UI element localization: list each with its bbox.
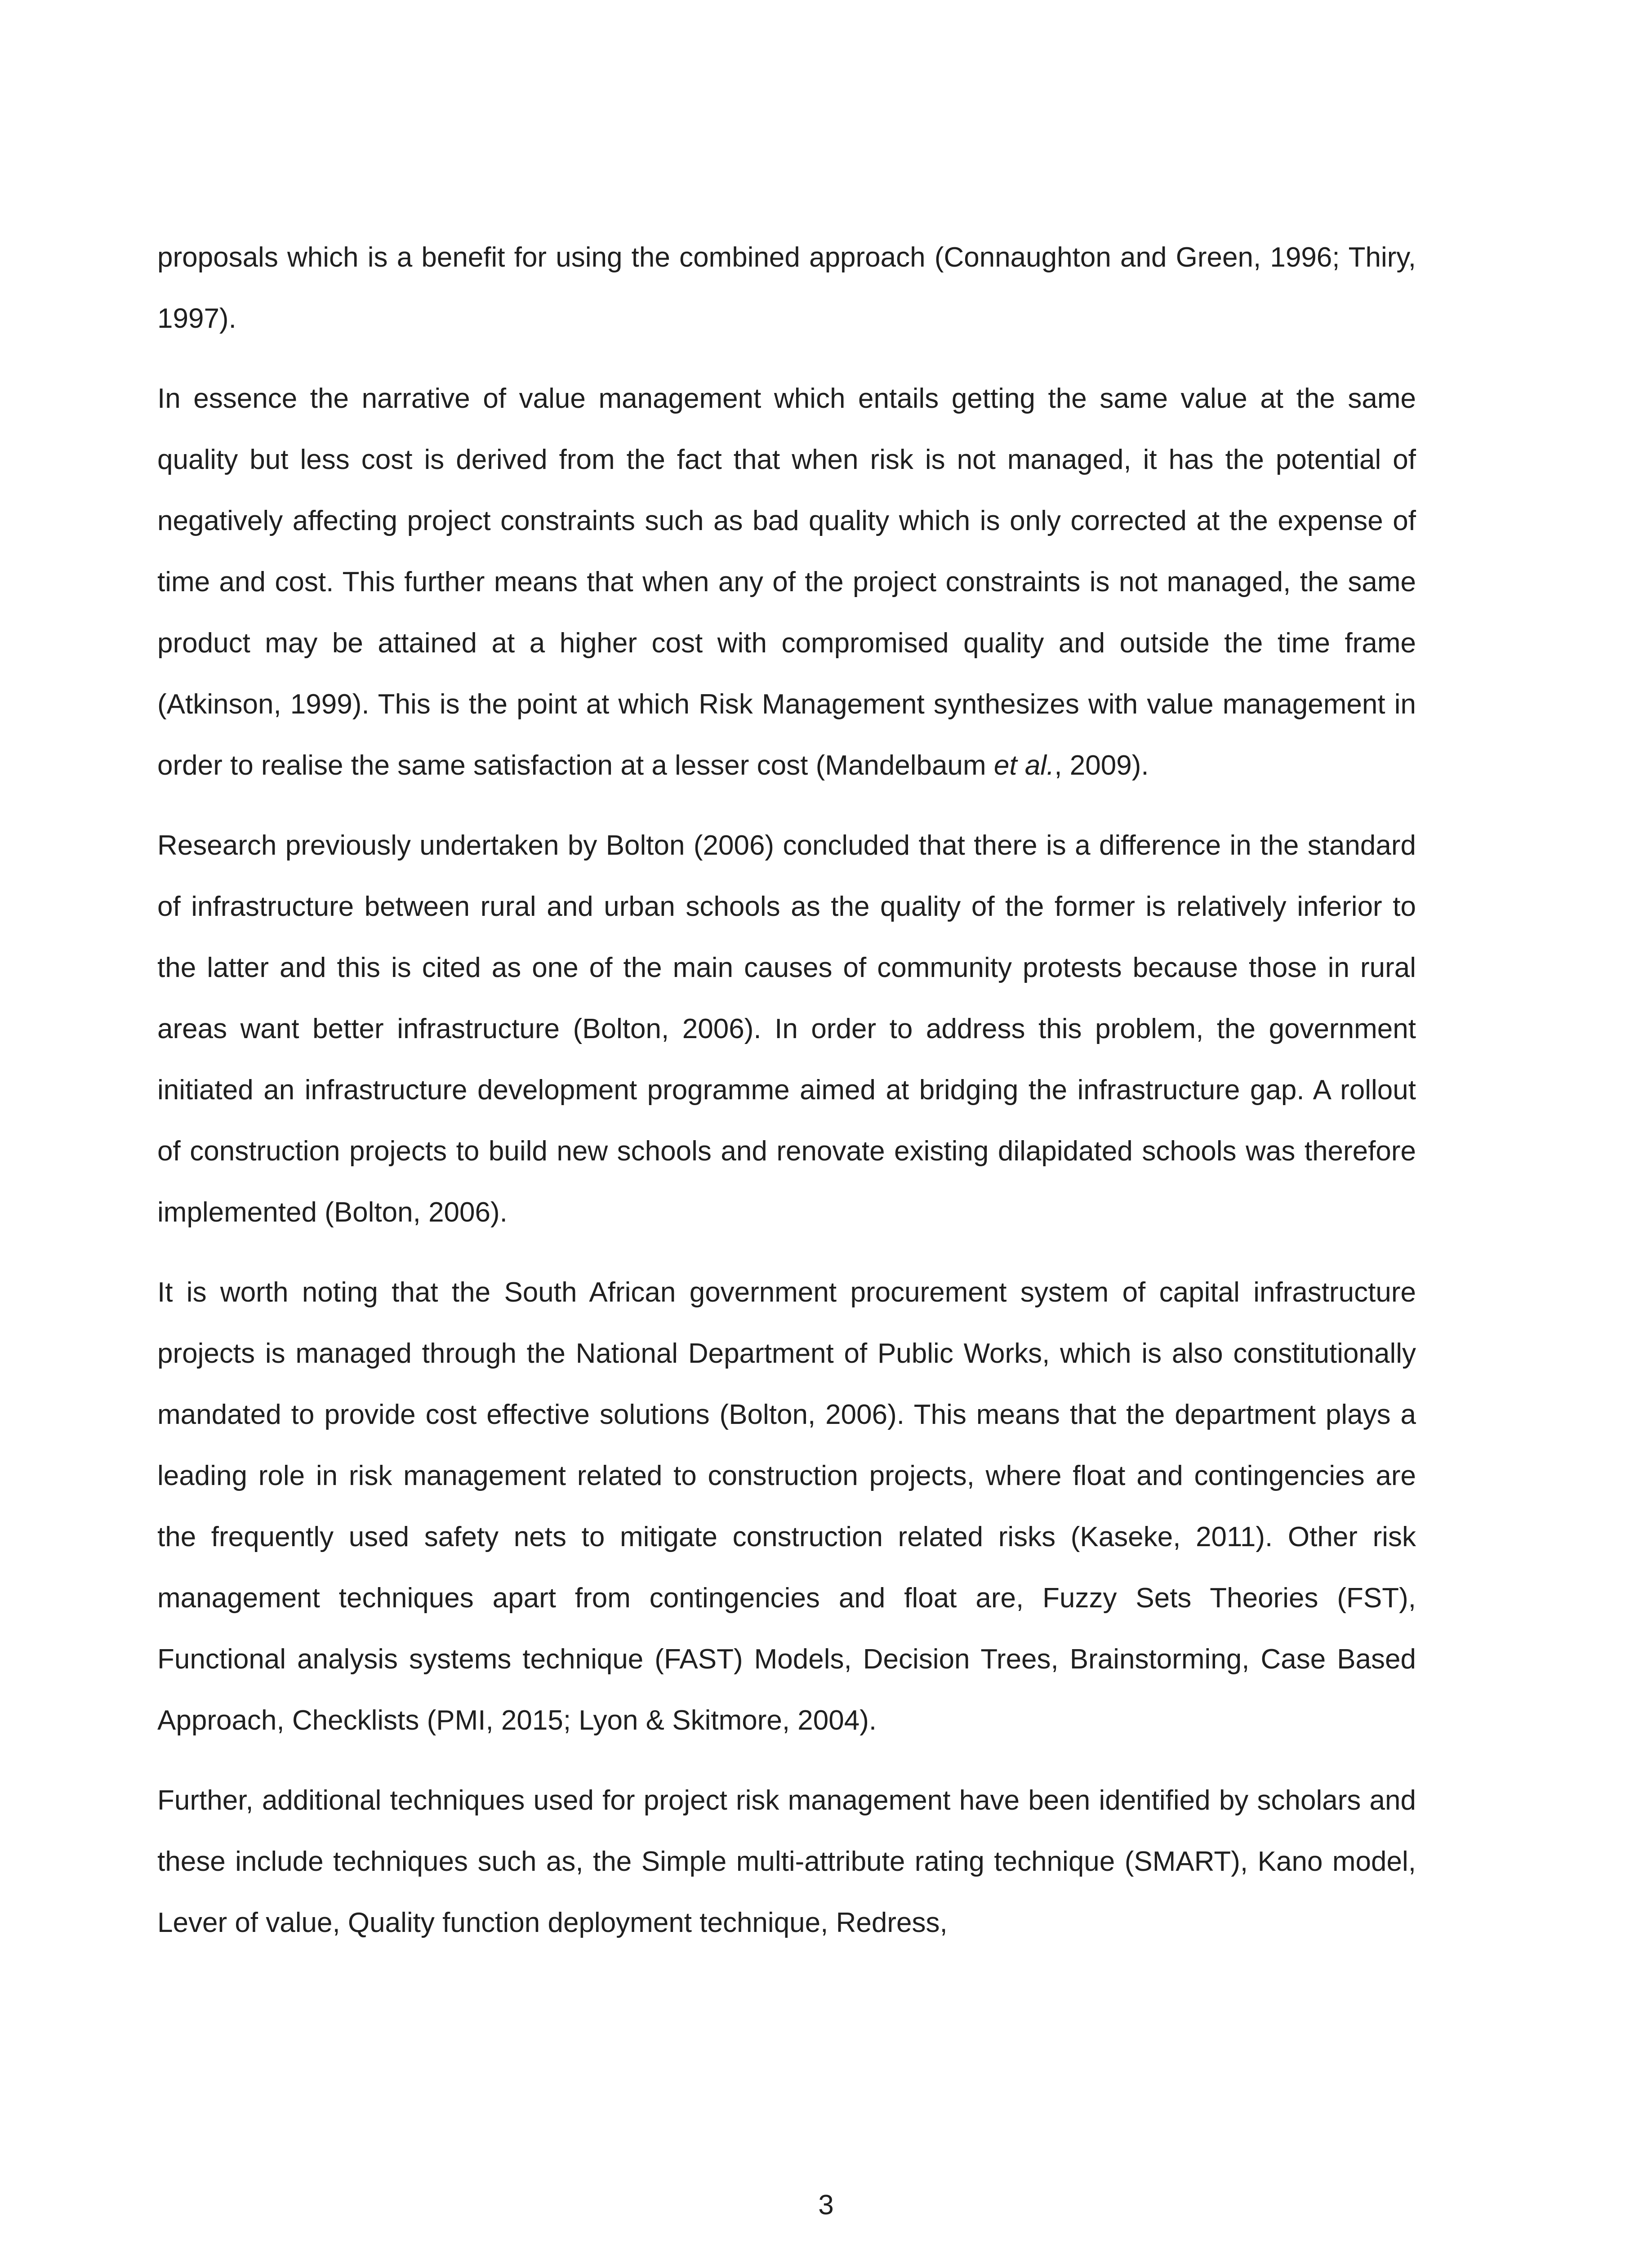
paragraph-3-text: Research previously undertaken by Bolton (2006) concluded that there is a difference in the standard of infrastructure between rural and urban schools as the quality of the former is relatively inferior to the latter and this is cited as one of the main causes of community protests because those in rural areas want better infrastructure (Bolton, 2006). In order to address this problem, the government initiated an infrastructure development programme aimed at bridging the infrastructure gap. A rollout of construction projects to build new schools and renovate existing dilapidated schools was therefore implemented (Bolton, 2006). bbox=[157, 830, 1416, 1228]
paragraph-3 bbox=[157, 815, 1416, 1243]
paragraph-4-text: It is worth noting that the South African government procurement system of capital infrastructure projects is managed through the National Department of Public Works, which is also constitutionally mandated to provide cost effective solutions (Bolton, 2006). This means that the department plays a leading role in risk management related to construction projects, where float and contingencies are the frequently used safety nets to mitigate construction related risks (Kaseke, 2011). Other risk management techniques apart from contingencies and float are, Fuzzy Sets Theories (FST), Functional analysis systems technique (FAST) Models, Decision Trees, Brainstorming, Case Based Approach, Checklists (PMI, 2015; Lyon & Skitmore, 2004). bbox=[157, 1277, 1416, 1736]
paragraph-1 bbox=[157, 227, 1416, 349]
paragraph-2-italic: et al. bbox=[993, 750, 1055, 781]
page-number: 3 bbox=[818, 2190, 834, 2221]
paragraph-2-text: In essence the narrative of value management which entails getting the same value at the same quality but less cost is derived from the fact that when risk is not managed, it has the potential of negatively affecting project constraints such as bad quality which is only corrected at the expense of time and cost. This further means that when any of the project constraints is not managed, the same product may be attained at a higher cost with compromised quality and outside the time frame (Atkinson, 1999). This is the point at which Risk Management synthesizes with value management in order to realise the same satisfaction at a lesser cost (Mandelbaum bbox=[157, 383, 1416, 781]
paragraph-2-text-end: , 2009). bbox=[1054, 750, 1149, 781]
paragraph-5 bbox=[157, 1770, 1416, 1954]
paragraph-5-text: Further, additional techniques used for project risk management have been identified by scholars and these include techniques such as, the Simple multi-attribute rating technique (SMART), Kano model, Lever of value, Quality function deployment technique, Redress, bbox=[157, 1785, 1416, 1938]
paragraph-1-text: proposals which is a benefit for using the combined approach (Connaughton and Green, 1996; Thiry, 1997). bbox=[157, 242, 1416, 334]
paragraph-4 bbox=[157, 1262, 1416, 1751]
body-text bbox=[157, 227, 1416, 1954]
paragraph-2 bbox=[157, 368, 1416, 796]
